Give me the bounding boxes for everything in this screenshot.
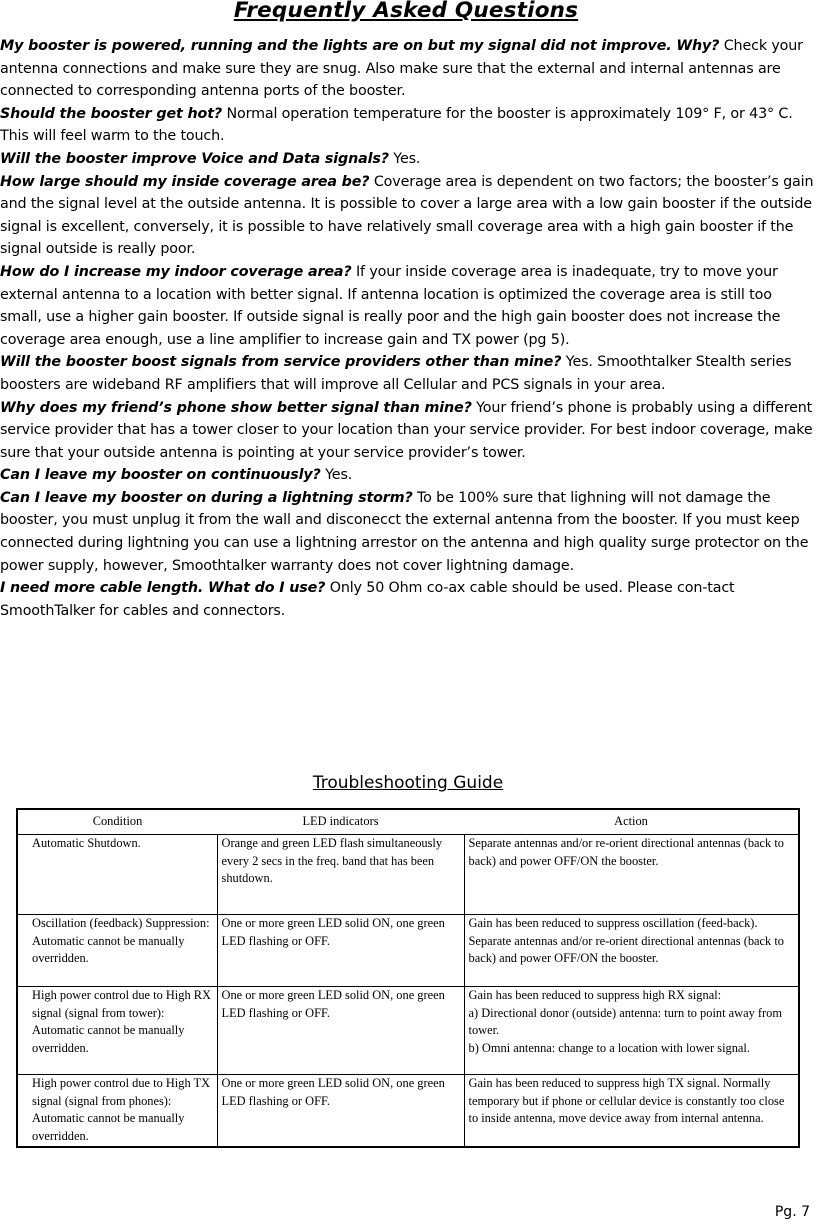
faq-answer: Yes.: [393, 150, 421, 167]
faq-answer: To be 100% sure that lighning will not damage the booster, you must unplug it from the wall and disconecct the external antenna from the booster. If you must keep connected during lightning you can use a lightning arrestor on the antenna and high quality surge protector on the power supply, however, Smoothtalker warranty does not cover lightning damage.: [0, 489, 809, 574]
led-cell: [217, 987, 464, 1075]
condition-cell: [17, 1075, 217, 1148]
faq-item: [0, 351, 814, 396]
led-text: One or more green LED solid ON, one green LED flashing or OFF.: [221, 1076, 445, 1108]
led-text: One or more green LED solid ON, one green LED flashing or OFF.: [221, 916, 445, 948]
led-text: Orange and green LED flash simultaneously every 2 secs in the freq. band that has been shutdown.: [221, 836, 443, 885]
faq-answer: Check your antenna connections and make sure they are snug. Also make sure that the external and internal antennas are connected to corresponding antenna ports of the booster.: [0, 38, 803, 100]
page-number: Pg. 7: [774, 1204, 810, 1220]
action-text: b) Omni antenna: change to a location with lower signal.: [468, 1040, 750, 1055]
led-cell: [217, 1075, 464, 1148]
action-text: Gain has been reduced to suppress oscillation (feed-back). Separate antennas and/or re-orient directional antennas (back to back) and power OFF/ON the booster.: [468, 916, 784, 965]
faq-answer: Only 50 Ohm co-ax cable should be used. Please con-tact SmoothTalker for cables and connectors.: [0, 580, 735, 619]
action-cell: [464, 987, 799, 1075]
faq-question: Why does my friend’s phone show better signal than mine?: [0, 399, 472, 416]
led-cell: [217, 835, 464, 915]
action-cell: [464, 915, 799, 987]
condition-text: Automatic cannot be manually overridden.: [32, 933, 185, 965]
faq-answer: Yes.: [325, 467, 353, 484]
condition-text: High power control due to High RX signal (signal from tower):: [32, 988, 211, 1020]
faq-question: Can I leave my booster on during a lightning storm?: [0, 489, 413, 506]
faq-answer: Yes. Smoothtalker Stealth series boosters are wideband RF amplifiers that will improve all Cellular and PCS signals in your area.: [0, 354, 792, 393]
condition-text: Oscillation (feedback) Suppression:: [32, 916, 210, 930]
table-row: [17, 835, 799, 915]
faq-answer: Normal operation temperature for the booster is approximately 109° F, or 43° C. This will feel warm to the touch.: [0, 105, 793, 145]
action-text: Separate antennas and/or re-orient directional antennas (back to back) and power OFF/ON the booster.: [468, 836, 784, 868]
condition-text: Automatic cannot be manually overridden.: [32, 1023, 185, 1055]
troubleshooting-table: [16, 808, 800, 1148]
table-header-row: [17, 809, 799, 835]
faq-item: [0, 464, 814, 487]
action-cell: [464, 835, 799, 915]
faq-question: Can I leave my booster on continuously?: [0, 467, 321, 484]
faq-question: How large should my inside coverage area be?: [0, 173, 370, 190]
faq-question: Will the booster boost signals from service providers other than mine?: [0, 354, 562, 371]
faq-question: Should the booster get hot?: [0, 105, 223, 122]
faq-question: I need more cable length. What do I use?: [0, 580, 326, 597]
action-text: a) Directional donor (outside) antenna: turn to point away from tower.: [468, 1005, 782, 1037]
faq-item: [0, 261, 814, 351]
led-cell: [217, 915, 464, 987]
header-condition: Condition: [17, 809, 217, 835]
troubleshooting-title: Troubleshooting Guide: [312, 773, 504, 793]
faq-item: [0, 487, 814, 577]
page-title: Frequently Asked Questions: [233, 0, 579, 23]
condition-cell: [17, 835, 217, 915]
faq-list: [0, 35, 814, 622]
condition-cell: [17, 987, 217, 1075]
action-text: Gain has been reduced to suppress high TX signal. Normally temporary but if phone or cellular device is constantly too close to inside antenna, move device away from internal antenna.: [468, 1076, 785, 1125]
action-cell: [464, 1075, 799, 1148]
faq-question: Will the booster improve Voice and Data signals?: [0, 150, 389, 167]
action-text: Gain has been reduced to suppress high RX signal:: [468, 988, 722, 1002]
faq-answer: If your inside coverage area is inadequate, try to move your external antenna to a location with better signal. If antenna location is optimized the coverage area is still too small, use a higher gain booster. If outside signal is really poor and the high gain booster does not increase the coverage area enough, use a line amplifier to increase gain and TX power (pg 5).: [0, 263, 781, 348]
faq-answer: Coverage area is dependent on two factors; the booster’s gain and the signal level at the outside antenna. It is possible to cover a large area with a low gain booster if the outside signal is excellent, conversely, it is possible to have relatively small coverage area with a high gain booster if the signal outside is really poor.: [0, 173, 814, 258]
table-row: [17, 915, 799, 987]
header-action: Action: [464, 809, 799, 835]
table-row: [17, 1075, 799, 1148]
condition-text: High power control due to High TX signal (signal from phones):: [32, 1076, 211, 1108]
faq-item: [0, 397, 814, 465]
faq-item: [0, 148, 814, 171]
condition-text: Automatic Shutdown.: [32, 836, 141, 850]
faq-item: [0, 35, 814, 103]
faq-question: How do I increase my indoor coverage area?: [0, 263, 352, 280]
faq-item: [0, 171, 814, 261]
condition-text: Automatic cannot be manually overridden.: [32, 1111, 185, 1143]
faq-answer: Your friend’s phone is probably using a different service provider that has a tower closer to your location than your service provider. For best indoor coverage, make sure that your outside antenna is pointing at your service provider’s tower.: [0, 399, 813, 461]
condition-cell: [17, 915, 217, 987]
faq-item: [0, 577, 814, 622]
table-row: [17, 987, 799, 1075]
led-text: One or more green LED solid ON, one green LED flashing or OFF.: [221, 988, 445, 1020]
faq-question: My booster is powered, running and the lights are on but my signal did not improve. Why?: [0, 38, 720, 54]
header-led-indicators: LED indicators: [217, 809, 464, 835]
faq-item: [0, 103, 814, 148]
